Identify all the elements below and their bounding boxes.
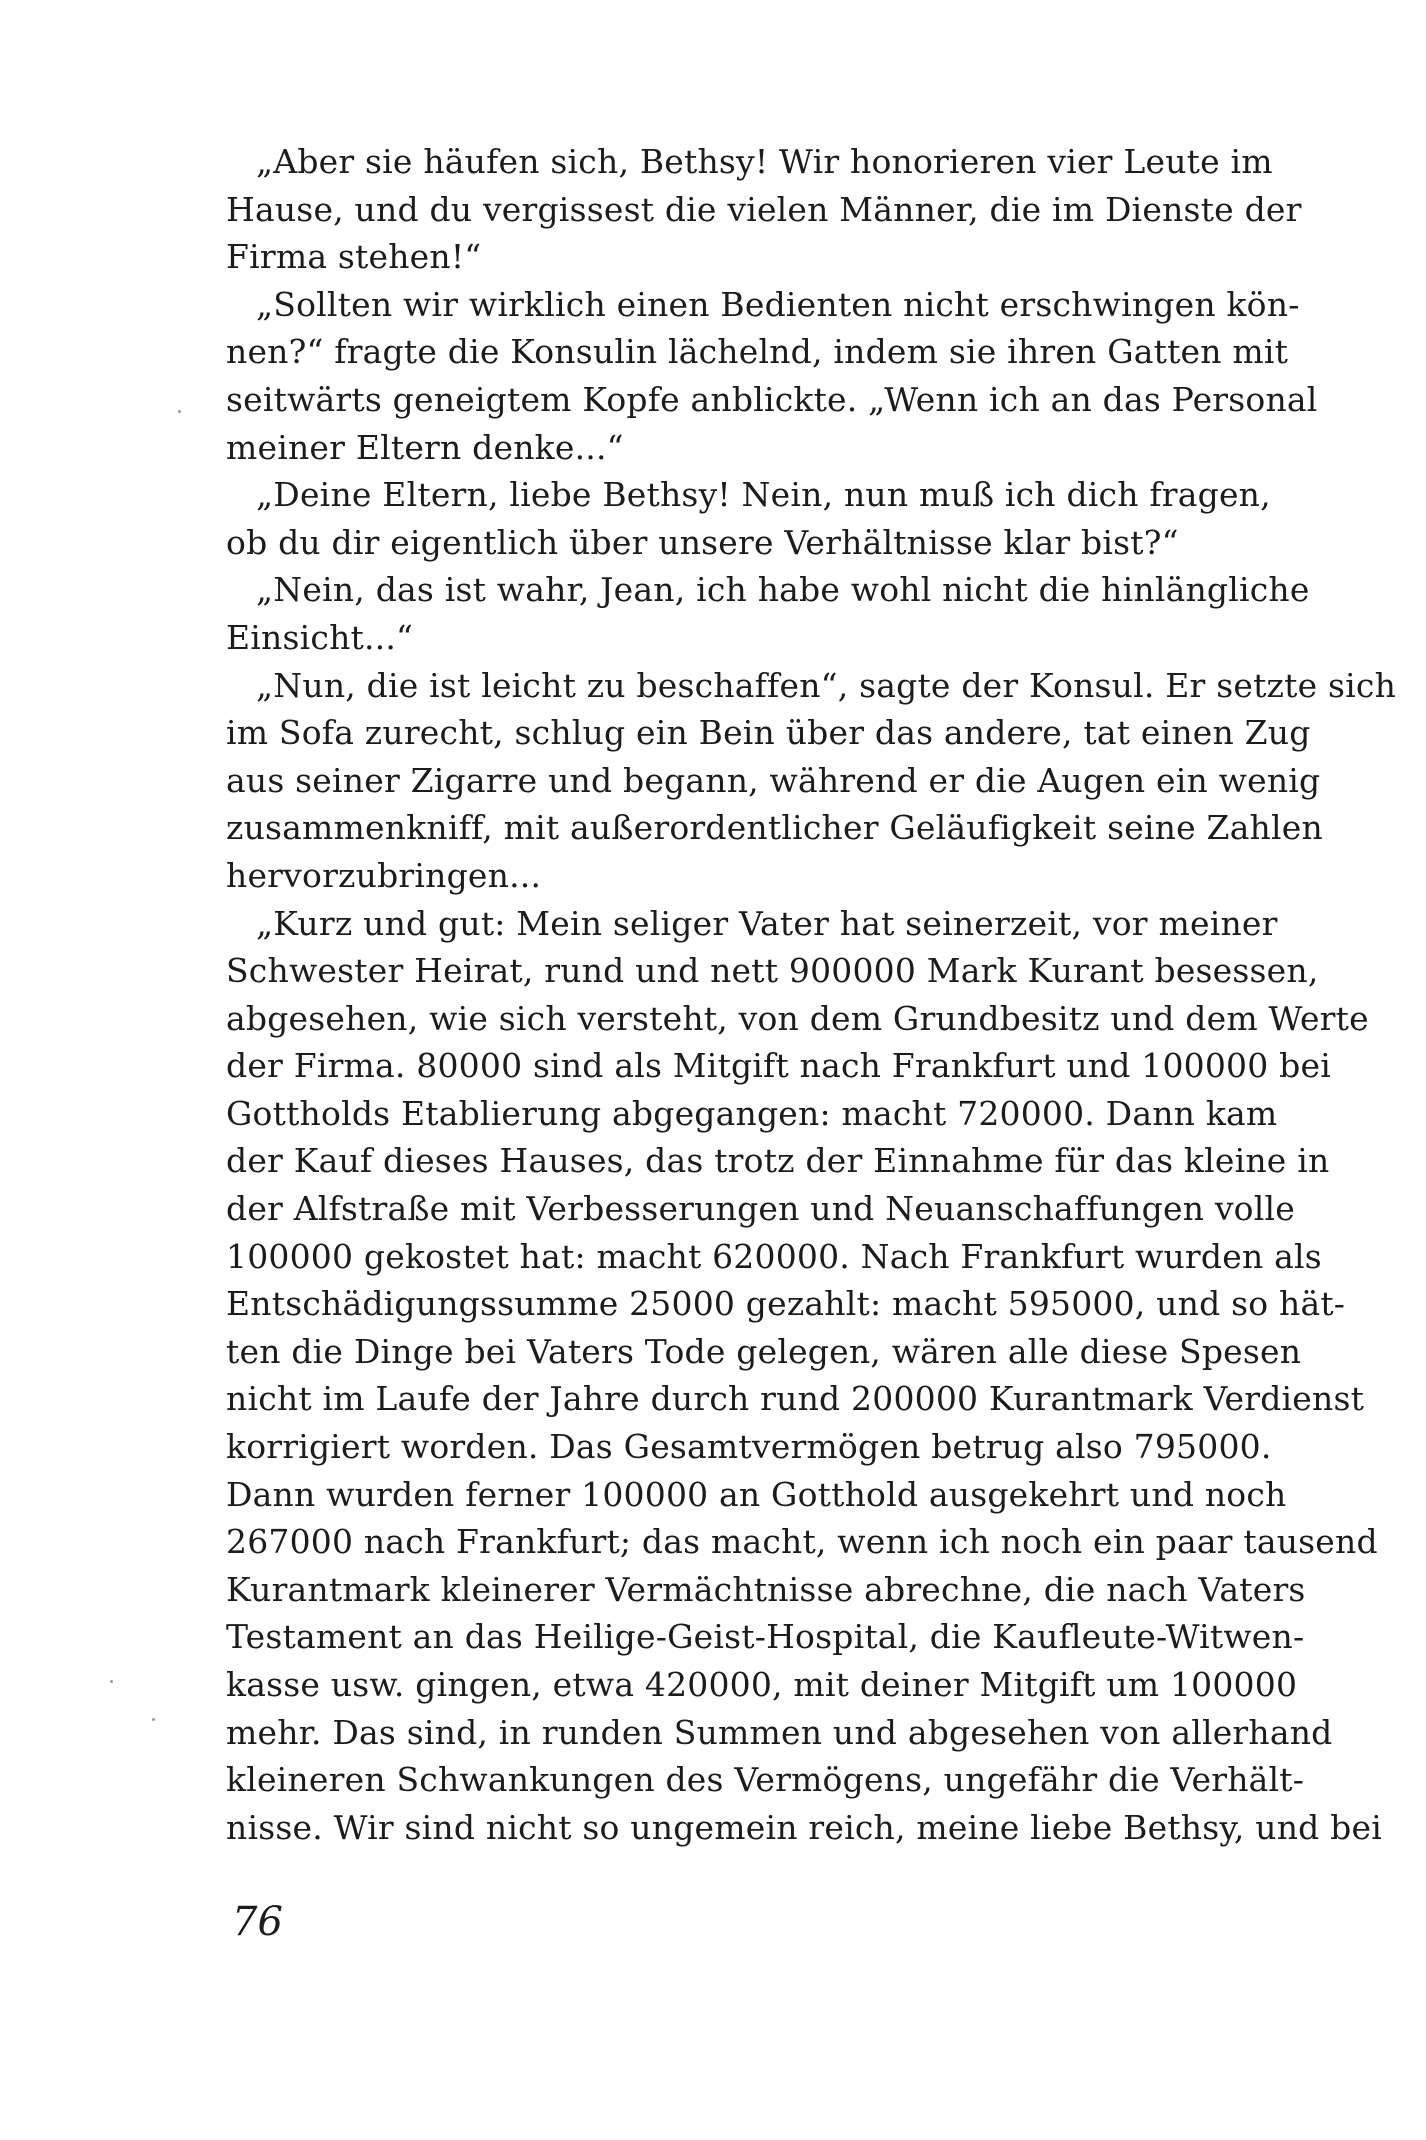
text-line: ten die Dinge bei Vaters Tode gelegen, wären alle diese Spesen <box>226 1331 1302 1371</box>
text-line: der Alfstraße mit Verbesserungen und Neuanschaffungen volle <box>226 1189 1295 1229</box>
text-line: „Nein, das ist wahr, Jean, ich habe wohl nicht die hinlängliche <box>256 570 1310 610</box>
text-line: „Deine Eltern, liebe Bethsy! Nein, nun muß ich dich fragen, <box>256 475 1271 515</box>
text-line: „Sollten wir wirklich einen Bedienten nicht erschwingen kön- <box>256 284 1300 324</box>
text-line: Schwester Heirat, rund und nett 900000 Mark Kurant besessen, <box>226 951 1319 991</box>
text-line: zusammenkniff, mit außerordentlicher Geläufigkeit seine Zahlen <box>226 808 1323 848</box>
text-line: korrigiert worden. Das Gesamtvermögen betrug also 795000. <box>226 1427 1272 1467</box>
text-line: Einsicht...“ <box>226 617 414 657</box>
paper-speck <box>110 1680 113 1683</box>
text-line: der Kauf dieses Hauses, das trotz der Einnahme für das kleine in <box>226 1141 1330 1181</box>
text-line: Gottholds Etablierung abgegangen: macht 720000. Dann kam <box>226 1093 1278 1133</box>
text-line: mehr. Das sind, in runden Summen und abgesehen von allerhand <box>226 1712 1333 1752</box>
text-line: „Kurz und gut: Mein seliger Vater hat seinerzeit, vor meiner <box>256 903 1278 943</box>
text-line: Testament an das Heilige-Geist-Hospital, die Kaufleute-Witwen- <box>226 1617 1305 1657</box>
text-line: nisse. Wir sind nicht so ungemein reich, meine liebe Bethsy, und bei <box>226 1807 1382 1847</box>
text-line: „Aber sie häufen sich, Bethsy! Wir honorieren vier Leute im <box>256 142 1273 181</box>
text-line: nen?“ fragte die Konsulin lächelnd, indem sie ihren Gatten mit <box>226 332 1289 372</box>
text-line: aus seiner Zigarre und begann, während er die Augen ein wenig <box>226 760 1321 800</box>
text-line: Entschädigungssumme 25000 gezahlt: macht 595000, und so hät- <box>226 1284 1346 1324</box>
text-line: abgesehen, wie sich versteht, von dem Grundbesitz und dem Werte <box>226 998 1369 1038</box>
text-line: „Nun, die ist leicht zu beschaffen“, sagte der Konsul. Er setzte sich <box>256 665 1397 705</box>
text-line: hervorzubringen... <box>226 855 542 895</box>
page-number: 76 <box>232 1899 283 1945</box>
text-line: kasse usw. gingen, etwa 420000, mit deiner Mitgift um 100000 <box>226 1665 1298 1704</box>
text-line: Kurantmark kleinerer Vermächtnisse abrechne, die nach Vaters <box>226 1569 1306 1609</box>
body-text <box>226 138 1397 1851</box>
text-line: kleineren Schwankungen des Vermögens, ungefähr die Verhält- <box>226 1760 1305 1800</box>
paper-speck <box>178 410 181 413</box>
text-line: Dann wurden ferner 100000 an Gotthold ausgekehrt und noch <box>226 1474 1287 1514</box>
text-line: im Sofa zurecht, schlug ein Bein über das andere, tat einen Zug <box>226 713 1311 753</box>
paper-speck <box>152 1718 155 1721</box>
text-line: 100000 gekostet hat: macht 620000. Nach Frankfurt wurden als <box>226 1236 1322 1276</box>
text-line: Firma stehen!“ <box>226 237 482 277</box>
text-line: meiner Eltern denke...“ <box>226 427 624 467</box>
text-line: nicht im Laufe der Jahre durch rund 200000 Kurantmark Verdienst <box>226 1379 1365 1419</box>
text-line: seitwärts geneigtem Kopfe anblickte. „Wenn ich an das Personal <box>226 379 1318 419</box>
text-line: der Firma. 80000 sind als Mitgift nach Frankfurt und 100000 bei <box>226 1046 1331 1086</box>
text-line: ob du dir eigentlich über unsere Verhältnisse klar bist?“ <box>226 522 1179 562</box>
text-line: Hause, und du vergissest die vielen Männer, die im Dienste der <box>226 189 1302 229</box>
text-line: 267000 nach Frankfurt; das macht, wenn ich noch ein paar tausend <box>226 1522 1378 1562</box>
